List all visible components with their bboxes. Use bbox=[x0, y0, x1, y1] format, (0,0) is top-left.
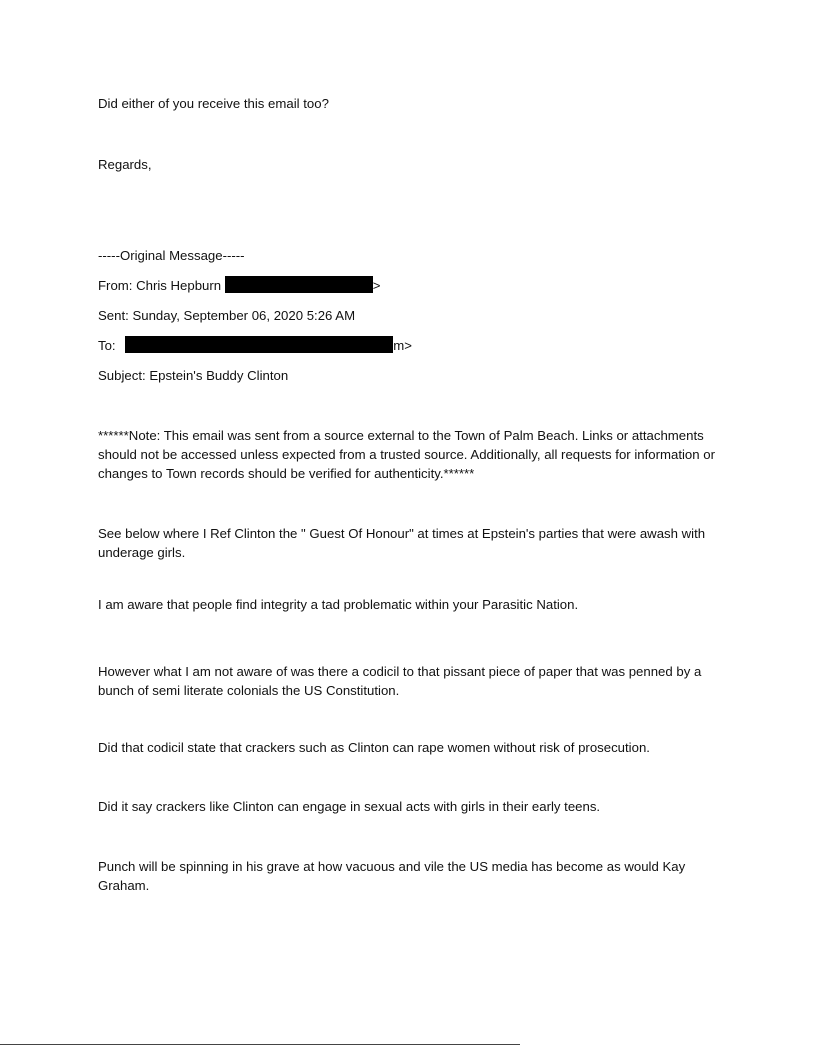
redacted-email bbox=[125, 336, 393, 353]
redacted-email bbox=[225, 276, 373, 293]
to-label: To: bbox=[98, 338, 116, 353]
sent-line: Sent: Sunday, September 06, 2020 5:26 AM bbox=[98, 308, 356, 323]
to-line bbox=[98, 336, 412, 355]
from-tail: > bbox=[372, 278, 381, 293]
body-paragraph: However what I am not aware of was there a codicil to that pissant piece of paper that was penned by a bunch of semi literate colonials the US Constitution. bbox=[98, 664, 705, 698]
intro-line: Did either of you receive this email too? bbox=[98, 96, 329, 111]
page-bottom-rule bbox=[0, 1044, 520, 1045]
to-tail: m> bbox=[393, 338, 412, 353]
body-paragraph: See below where I Ref Clinton the " Guest Of Honour" at times at Epstein's parties that were awash with underage girls. bbox=[98, 526, 709, 560]
body-paragraph: I am aware that people find integrity a tad problematic within your Parasitic Nation. bbox=[98, 597, 579, 612]
body-paragraph: Punch will be spinning in his grave at how vacuous and vile the US media has become as would Kay Graham. bbox=[98, 859, 689, 893]
regards-line: Regards, bbox=[98, 157, 152, 172]
original-message-divider: -----Original Message----- bbox=[98, 248, 245, 263]
subject-line: Subject: Epstein's Buddy Clinton bbox=[98, 368, 289, 383]
from-label: From: Chris Hepburn bbox=[98, 278, 222, 293]
body-paragraph: Did it say crackers like Clinton can engage in sexual acts with girls in their early teens. bbox=[98, 799, 601, 814]
body-paragraph: Did that codicil state that crackers such as Clinton can rape women without risk of prosecution. bbox=[98, 740, 650, 755]
external-note: ******Note: This email was sent from a source external to the Town of Palm Beach. Links or attachments should not be accessed unless expected from a trusted source. Additionally, all requests for information or changes to Town records should be verified for authenticity.****** bbox=[98, 428, 719, 481]
from-line bbox=[98, 276, 381, 295]
